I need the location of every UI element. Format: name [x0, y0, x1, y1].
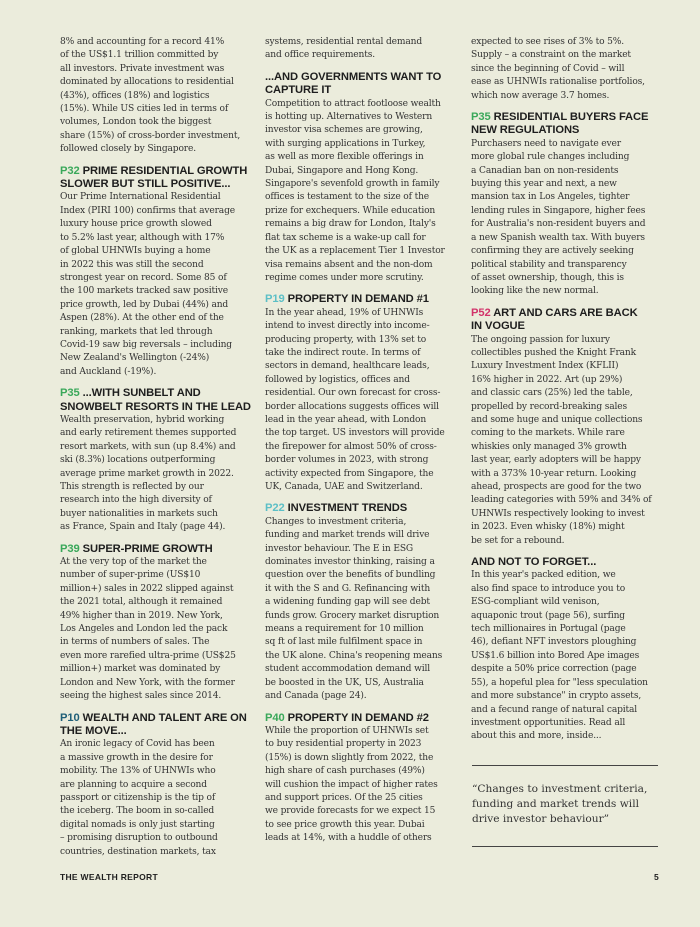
section-residential-regulations [471, 111, 667, 299]
section-body: Our Prime International Residential Index (PIRI 100) confirms that average luxury house price growth slowed to 5.2% last year, although with 17% of global UHNWIs buying a home in 2022 this was still the second strongest year on record. Some 85 of the 100 markets tracked saw positive price growth, led by Dubai (44%) and Aspen (28%). At the other end of the ranking, markets that led through Covid-19 saw big reversals – including New Zealand's Wellington (-24%) and Auckland (-19%). [60, 192, 235, 377]
section-body: The ongoing passion for luxury collectibles pushed the Knight Frank Luxury Investment Index (KFLII) 16% higher in 2022. Art (up 29%) and classic cars (25%) led the table, propelled by record-breaking sales and some huge and unique collections coming to the markets. While rare whiskies only managed 3% growth last year, early adopters will be happy with a 373% 10-year return. Looking ahead, prospects are good for the two leading categories with 59% and 34% of UHNWIs respectively looking to invest in 2023. Even whisky (18%) might be set for a rebound. [471, 334, 652, 546]
pull-quote-text: “Changes to investment criteria, funding and market trends will drive investor behaviour” [472, 783, 648, 825]
footer-publication-title: THE WEALTH REPORT [60, 872, 158, 882]
intro-paragraph: expected to see rises of 3% to 5%. Supply – a constraint on the market since the beginning of Covid – will ease as UHNWIs rationalise portfolios, which now average 3.7 homes. [471, 37, 645, 101]
section-investment-trends [265, 502, 461, 703]
section-heading [60, 712, 256, 739]
section-not-to-forget [471, 556, 667, 744]
heading-text: INVESTMENT TRENDS [284, 502, 408, 515]
heading-text: PROPERTY IN DEMAND #1 [284, 293, 429, 306]
section-heading [60, 165, 256, 192]
page-reference: P35 [471, 111, 491, 124]
section-heading [265, 293, 461, 306]
heading-text: SUPER-PRIME GROWTH [79, 542, 213, 555]
page-reference: P52 [471, 306, 491, 319]
column-3 [471, 36, 667, 752]
page-reference: P40 [265, 711, 285, 724]
section-heading [60, 543, 256, 556]
section-heading: ...AND GOVERNMENTS WANT TO CAPTURE IT [265, 70, 442, 97]
section-prime-residential [60, 165, 256, 380]
heading-text: PRIME RESIDENTIAL GROWTH SLOWER BUT STILL POSITIVE... [60, 164, 248, 191]
column-1 [60, 36, 256, 867]
heading-text: PROPERTY IN DEMAND #2 [284, 711, 429, 724]
intro-paragraph: systems, residential rental demand and office requirements. [265, 37, 423, 61]
heading-text: ...WITH SUNBELT AND SNOWBELT RESORTS IN THE LEAD [60, 387, 251, 413]
section-body: Changes to investment criteria, funding and market trends will drive investor behaviour. The E in ESG dominates investor thinking, raising a question over the benefits of bundling it with the S and G. Refinancing with a widening funding gap will see debt funds grow. Grocery market disruption means a requirement for 10 million sq ft of last mile fulfilment space in the UK alone. China's reopening means student accommodation demand will be boosted in the UK, US, Australia and Canada (page 24). [265, 516, 443, 702]
page-number: 5 [654, 872, 659, 882]
section-property-demand-1 [265, 293, 461, 494]
section-art-cars [471, 307, 667, 548]
page-reference: P19 [265, 293, 285, 306]
section-heading: AND NOT TO FORGET... [471, 556, 597, 569]
intro-paragraph: 8% and accounting for a record 41% of the US$1.1 trillion committed by all investors. Private investment was dominated by allocations to residential (43%), offices (18%) and logistics (15%). While US cities led in terms of volumes, London took the biggest share (15%) of cross-border investment, followed closely by Singapore. [60, 37, 241, 155]
section-sunbelt-snowbelt [60, 387, 256, 534]
section-body: While the proportion of UHNWIs set to buy residential property in 2023 (15%) is down slightly from 2022, the high share of cash purchases (49%) will cushion the impact of higher rates and support prices. Of the 25 cities we provide forecasts for we expect 15 to see price growth this year. Dubai leads at 14%, with a huddle of others [265, 725, 438, 844]
heading-text: ART AND CARS ARE BACK IN VOGUE [471, 306, 638, 333]
page-reference: P35 [60, 387, 80, 400]
heading-text: WEALTH AND TALENT ARE ON THE MOVE... [60, 711, 247, 737]
page-reference: P39 [60, 542, 80, 555]
section-wealth-talent [60, 712, 256, 859]
section-body: At the very top of the market the number of super-prime (US$10 million+) sales in 2022 slipped against the 2021 total, although it remained 49% higher than in 2019. New York, Los Angeles and London led the pack in terms of numbers of sales. The even more rarefied ultra-prime (US$25 million+) market was dominated by London and New York, with the former seeing the highest sales since 2014. [60, 557, 236, 702]
section-heading [60, 387, 256, 414]
section-body: In the year ahead, 19% of UHNWIs intend to invest directly into income- producing property, with 13% set to take the indirect route. In terms of sectors in demand, healthcare leads, followed by logistics, offices and residential. Our own forecast for cross- border allocations suggests offices will lead in the year ahead, with London the top target. US investors will provide the firepower for almost 50% of cross- border volumes in 2023, with strong activity expected from Singapore, the UK, Canada, UAE and Switzerland. [265, 307, 445, 492]
section-body: Competition to attract footloose wealth is hotting up. Alternatives to Western investor visa schemes are growing, with surging applications in Turkey, as well as more flexible offerings in Dubai, Singapore and Hong Kong. Singapore's sevenfold growth in family offices is testament to the size of the prize for exchequers. While education remains a big draw for London, Italy's flat tax scheme is a wake-up call for the UK as a replacement Tier 1 Investor visa remains absent and the non-dom regime comes under more scrutiny. [265, 98, 445, 283]
section-body: In this year's packed edition, we also find space to introduce you to ESG-compliant wild venison, aquaponic trout (page 56), surfing tech millionaires in Portugal (page 46), defiant NFT investors ploughing US$1.6 billion into Bored Ape images despite a 50% price correction (page 55), a hopeful plea for "less speculation and more substance" in crypto assets, and a fecund range of natural capital investment opportunities. Read all about this and more, inside... [471, 570, 648, 742]
page-reference: P22 [265, 502, 285, 515]
page-reference: P32 [60, 164, 80, 177]
pull-quote [472, 765, 658, 847]
section-heading [265, 502, 461, 515]
section-body: Wealth preservation, hybrid working and early retirement themes supported resort markets, with sun (up 8.4%) and ski (8.3%) locations outperforming average prime market growth in 2022. This strength is reflected by our research into the high diversity of buyer nationalities in markets such as France, Spain and Italy (page 44). [60, 414, 237, 533]
section-heading [471, 307, 667, 334]
section-governments [265, 71, 461, 286]
heading-text: RESIDENTIAL BUYERS FACE NEW REGULATIONS [471, 111, 649, 137]
section-heading [471, 111, 667, 138]
section-super-prime [60, 543, 256, 704]
section-property-demand-2 [265, 712, 461, 846]
page-reference: P10 [60, 711, 80, 724]
section-body: An ironic legacy of Covid has been a massive growth in the desire for mobility. The 13% of UHNWIs who are planning to acquire a second passport or citizenship is the tip of the iceberg. The boom in so-called digital nomads is only just starting – promising disruption to outbound countries, destination markets, tax [60, 739, 218, 857]
column-2 [265, 36, 461, 854]
section-heading [265, 712, 461, 725]
section-body: Purchasers need to navigate ever more global rule changes including a Canadian ban on non-residents buying this year and next, a new mansion tax in Los Angeles, tighter lending rules in Singapore, higher fees for Australia's non-resident buyers and a new Spanish wealth tax. With buyers confirming they are actively seeking political stability and transparency of asset ownership, though, this is looking like the new normal. [471, 138, 646, 297]
